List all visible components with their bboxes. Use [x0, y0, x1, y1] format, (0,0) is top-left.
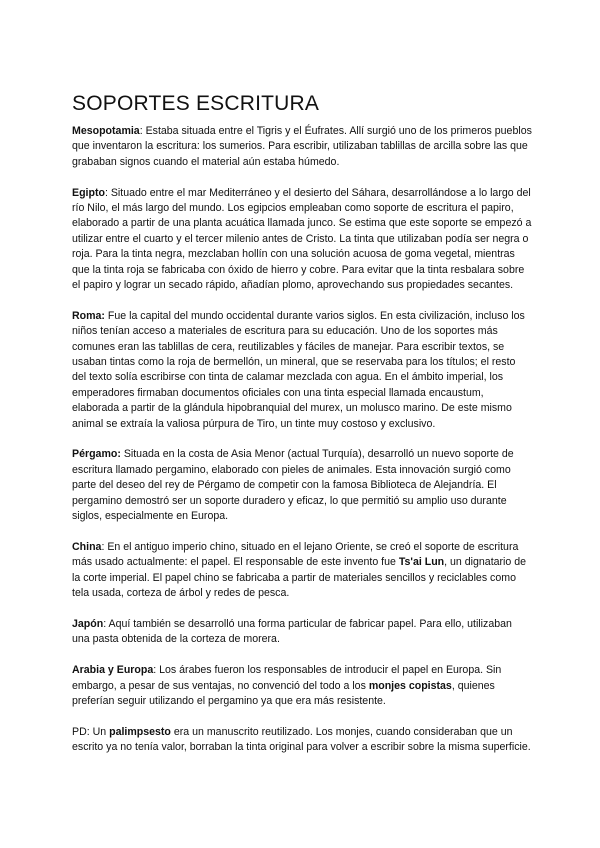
text-arabia-b: , quienes preferían seguir utilizando el pergamino ya que era más resistente.	[72, 679, 495, 707]
label-pergamo: Pérgamo:	[72, 448, 121, 461]
text-roma: Fue la capital del mundo occidental durante varios siglos. En esta civilización, incluso los niños tenían acceso a materiales de escritura para su educación. Uno de los soportes más comunes eran las tablillas de cera, reutilizables y fáciles de manejar. Para escribir textos, se usaban tintas como la roja de bermellón, un mineral, que se reservaba para los títulos; el resto del texto solía escribirse con tinta de calamar mezclada con agua. En el ámbito imperial, los emperadores firmaban documentos oficiales con una tinta especial llamada encaustum, elaborada a partir de la glándula hipobranquial del murex, un molusco marino. De este mismo animal se extraía la valiosa púrpura de Tiro, un tinte muy costoso y exclusivo.	[72, 309, 525, 430]
text-mesopotamia: : Estaba situada entre el Tigris y el Éufrates. Allí surgió uno de los primeros pueblos que inventaron la escritura: los sumerios. Para escribir, utilizaban tablillas de arcilla sobre las que grababan signos cuando el material aún estaba húmedo.	[72, 125, 532, 168]
paragraph-pd	[72, 725, 532, 756]
text-japon: : Aquí también se desarrolló una forma particular de fabricar papel. Para ello, utilizaban una pasta obtenida de la corteza de morera.	[72, 617, 512, 646]
label-japon: Japón	[72, 617, 104, 630]
paragraph-mesopotamia	[72, 124, 532, 170]
label-roma: Roma:	[72, 309, 105, 322]
text-arabia-a: : Los árabes fueron los responsables de introducir el papel en Europa. Sin embargo, a pesar de sus ventajas, no convenció del todo a los	[72, 664, 502, 692]
text-pd-b: era un manuscrito reutilizado. Los monjes, cuando consideraban que un escrito ya no tenía valor, borraban la tinta original para volver a escribir sobre la misma superficie.	[72, 725, 531, 754]
text-china-b: , un dignatario de la corte imperial. El papel chino se fabricaba a partir de materiales sencillos y reciclables como tela usada, corteza de árbol y redes de pesca.	[72, 556, 527, 600]
paragraph-egipto	[72, 186, 532, 294]
label-egipto: Egipto	[72, 186, 105, 199]
label-china: China	[72, 540, 102, 553]
person-tsai-lun: Ts'ai Lun	[398, 556, 445, 569]
paragraph-pergamo	[72, 447, 532, 524]
text-pergamo: Situada en la costa de Asia Menor (actual Turquía), desarrolló un nuevo soporte de escritura llamado pergamino, elaborado con pieles de animales. Esta innovación surgió como parte del deseo del rey de Pérgamo de competir con la famosa Biblioteca de Alejandría. El pergamino demostró ser un soporte duradero y eficaz, lo que permitió su amplio uso durante siglos, especialmente en Europa.	[72, 448, 514, 523]
text-china-a: : En el antiguo imperio chino, situado en el lejano Oriente, se creó el soporte de escritura más usado actualmente: el papel. El responsable de este invento fue	[72, 540, 519, 569]
paragraph-roma	[72, 309, 532, 432]
paragraph-japon	[72, 617, 532, 648]
paragraph-china	[72, 540, 532, 602]
label-mesopotamia: Mesopotamia	[72, 125, 140, 137]
document-page	[72, 92, 532, 771]
text-pd-a: PD: Un	[72, 725, 110, 738]
paragraph-arabia-europa	[72, 663, 532, 709]
text-egipto: : Situado entre el mar Mediterráneo y el desierto del Sáhara, desarrollándose a lo largo del río Nilo, el más largo del mundo. Los egipcios empleaban como soporte de escritura el papiro, elaborado a partir de una planta acuática llamada junco. Se estima que este soporte se empezó a utilizar entre el cuarto y el tercer milenio antes de Cristo. La tinta que utilizaban podía ser negra o roja. Para la tinta negra, mezclaban hollín con una solución acuosa de goma vegetal, mientras que la tinta roja se fabricaba con óxido de hierro y cobre. Para evitar que la tinta resbalara sobre el papiro y lograr un secado rápido, añadían plomo, aprovechando sus propiedades secantes.	[72, 186, 532, 292]
label-arabia-europa: Arabia y Europa	[72, 664, 154, 677]
page-title: SOPORTES ESCRITURA	[72, 92, 320, 115]
term-palimpsesto: palimpsesto	[109, 725, 171, 738]
term-monjes-copistas: monjes copistas	[368, 679, 452, 692]
